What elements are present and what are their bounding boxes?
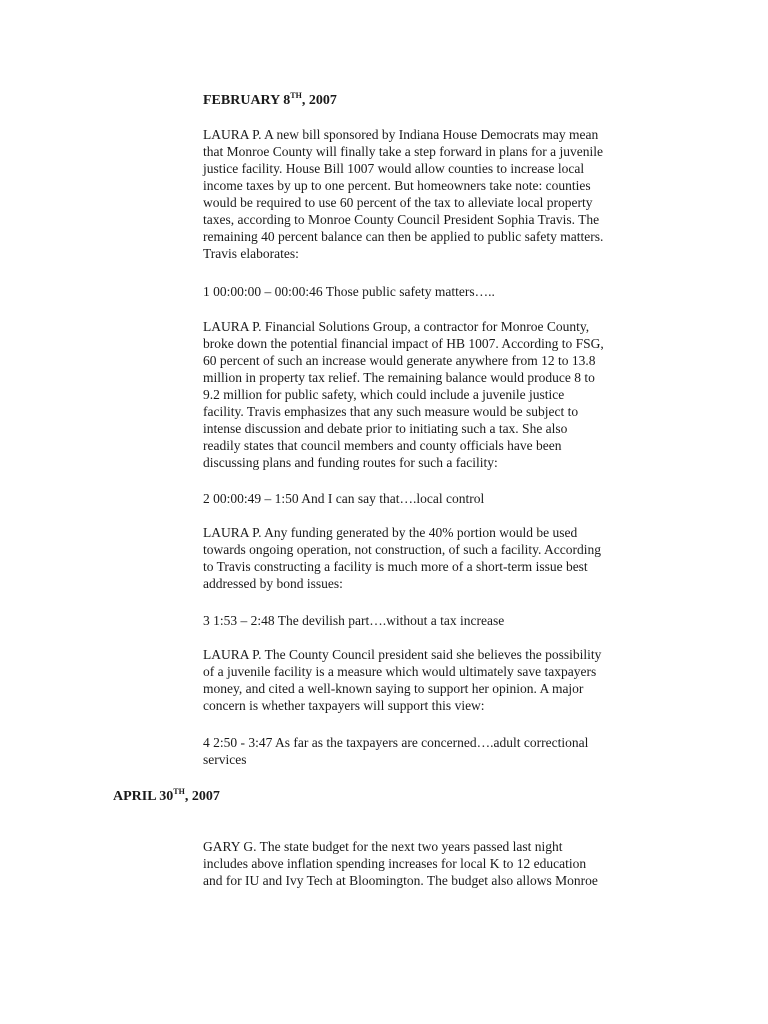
- heading-year: , 2007: [184, 789, 220, 804]
- paragraph-new-bill: LAURA P. A new bill sponsored by Indiana House Democrats may mean that Monroe County will finally take a step forward in plans for a juvenile justice facility. House Bill 1007 would allow counties to increase local income taxes by up to one percent. But homeowners take note: counties would be required to use 60 percent of the tax to alleviate local property taxes, according to Monroe County Council President Sophia Travis. The remaining 40 percent balance can then be applied to public safety matters. Travis elaborates:: [203, 127, 604, 261]
- paragraph-funding-use: LAURA P. Any funding generated by the 40% portion would be used towards ongoing operation, not construction, of such a facility. According to Travis constructing a facility is much more of a short-term issue best addressed by bond issues:: [203, 525, 602, 591]
- section-heading-february: [203, 92, 337, 109]
- heading-ordinal-suffix: TH: [173, 787, 185, 796]
- audio-clip-cue-2: 2 00:00:49 – 1:50 And I can say that….local control: [203, 491, 485, 506]
- audio-clip-cue-4: 4 2:50 - 3:47 As far as the taxpayers are concerned….adult correctional services: [203, 735, 589, 767]
- paragraph-taxpayer-concern: LAURA P. The County Council president said she believes the possibility of a juvenile facility is a measure which would ultimately save taxpayers money, and cited a well-known saying to support her opinion. A major concern is whether taxpayers will support this view:: [203, 647, 602, 713]
- section-heading-april: [113, 788, 220, 805]
- paragraph-state-budget: GARY G. The state budget for the next two years passed last night includes above inflation spending increases for local K to 12 education and for IU and Ivy Tech at Bloomington. The budget also allows Monroe: [203, 839, 598, 888]
- audio-clip-cue-1: 1 00:00:00 – 00:00:46 Those public safety matters…..: [203, 284, 495, 299]
- heading-date: FEBRUARY 8: [203, 93, 291, 108]
- paragraph-financial-impact: LAURA P. Financial Solutions Group, a contractor for Monroe County, broke down the potential financial impact of HB 1007. According to FSG, 60 percent of such an increase would generate anywhere from 12 to 13.8 million in property tax relief. The remaining balance would produce 8 to 9.2 million for public safety, which could include a juvenile justice facility. Travis emphasizes that any such measure would be subject to intense discussion and debate prior to initiating such a tax. She also readily states that council members and county officials have been discussing plans and funding routes for such a facility:: [203, 319, 604, 470]
- audio-clip-cue-3: 3 1:53 – 2:48 The devilish part….without a tax increase: [203, 613, 505, 628]
- heading-year: , 2007: [301, 93, 337, 108]
- heading-ordinal-suffix: TH: [290, 91, 302, 100]
- heading-date: APRIL 30: [113, 789, 174, 804]
